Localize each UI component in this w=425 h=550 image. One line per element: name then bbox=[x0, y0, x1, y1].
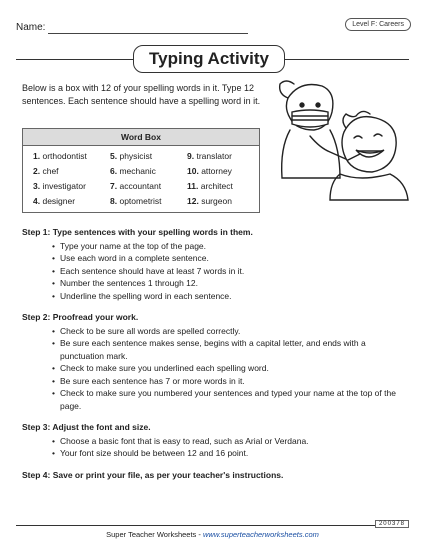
step-title: Step 3: Adjust the font and size. bbox=[22, 422, 151, 432]
word-text: architect bbox=[200, 181, 233, 191]
step-1 bbox=[22, 226, 412, 302]
dentist-illustration bbox=[270, 78, 410, 203]
word-box-grid bbox=[23, 146, 259, 212]
word-box-title: Word Box bbox=[23, 129, 259, 146]
word-box bbox=[22, 128, 260, 213]
word-box-item bbox=[33, 196, 110, 206]
word-number: 7. bbox=[110, 181, 118, 191]
word-number: 6. bbox=[110, 166, 118, 176]
step-item: • Check to be sure all words are spelled correctly. bbox=[60, 325, 412, 338]
word-text: mechanic bbox=[119, 166, 156, 176]
name-line[interactable] bbox=[48, 33, 248, 34]
level-badge: Level F: Careers bbox=[345, 18, 411, 31]
intro-text: Below is a box with 12 of your spelling words in it. Type 12 sentences. Each sentence should have a spelling word in it. bbox=[22, 83, 261, 106]
step-item: • Each sentence should have at least 7 words in it. bbox=[60, 265, 412, 278]
instructions bbox=[22, 226, 412, 490]
step-3 bbox=[22, 421, 412, 460]
footer-url[interactable]: www.superteacherworksheets.com bbox=[202, 530, 319, 539]
step-item: • Underline the spelling word in each sentence. bbox=[60, 290, 412, 303]
worksheet-code: 200378 bbox=[375, 520, 409, 528]
word-number: 2. bbox=[33, 166, 41, 176]
word-text: investigator bbox=[42, 181, 86, 191]
step-title: Step 1: Type sentences with your spelling words in them. bbox=[22, 227, 253, 237]
name-label: Name: bbox=[16, 22, 46, 33]
word-number: 5. bbox=[110, 151, 118, 161]
step-list bbox=[22, 435, 412, 460]
word-number: 11. bbox=[187, 181, 199, 191]
word-text: accountant bbox=[119, 181, 162, 191]
step-item: • Choose a basic font that is easy to read, such as Arial or Verdana. bbox=[60, 435, 412, 448]
word-box-item bbox=[110, 166, 187, 176]
word-box-item bbox=[187, 151, 269, 161]
step-2 bbox=[22, 311, 412, 412]
word-text: surgeon bbox=[201, 196, 232, 206]
step-title: Step 2: Proofread your work. bbox=[22, 312, 139, 322]
word-box-item bbox=[187, 181, 269, 191]
step-item: • Be sure each sentence makes sense, begins with a capital letter, and ends with a punctuation mark. bbox=[60, 337, 412, 362]
page-title: Typing Activity bbox=[133, 45, 285, 73]
step-list bbox=[22, 240, 412, 303]
word-text: designer bbox=[42, 196, 76, 206]
word-box-item bbox=[187, 166, 269, 176]
word-number: 9. bbox=[187, 151, 195, 161]
step-list bbox=[22, 325, 412, 413]
word-box-item bbox=[33, 166, 110, 176]
word-number: 4. bbox=[33, 196, 41, 206]
footer-divider bbox=[16, 525, 409, 526]
step-item: • Number the sentences 1 through 12. bbox=[60, 277, 412, 290]
word-text: attorney bbox=[201, 166, 232, 176]
word-box-item bbox=[33, 181, 110, 191]
word-box-item bbox=[110, 196, 187, 206]
word-number: 8. bbox=[110, 196, 118, 206]
step-item: • Use each word in a complete sentence. bbox=[60, 252, 412, 265]
step-item: • Check to make sure you numbered your sentences and typed your name at the top of the page. bbox=[60, 387, 412, 412]
word-box-item bbox=[110, 151, 187, 161]
word-box-item bbox=[110, 181, 187, 191]
word-text: translator bbox=[196, 151, 232, 161]
step-item: • Be sure each sentence has 7 or more words in it. bbox=[60, 375, 412, 388]
footer-brand: Super Teacher Worksheets - bbox=[106, 530, 203, 539]
word-box-item bbox=[33, 151, 110, 161]
word-number: 10. bbox=[187, 166, 199, 176]
word-text: physicist bbox=[119, 151, 153, 161]
word-number: 12. bbox=[187, 196, 199, 206]
word-text: chef bbox=[42, 166, 59, 176]
word-text: orthodontist bbox=[42, 151, 87, 161]
word-number: 3. bbox=[33, 181, 41, 191]
word-text: optometrist bbox=[119, 196, 162, 206]
step-item: • Your font size should be between 12 and 16 point. bbox=[60, 447, 412, 460]
footer bbox=[0, 530, 425, 539]
word-box-item bbox=[187, 196, 269, 206]
step-title: Step 4: Save or print your file, as per your teacher's instructions. bbox=[22, 469, 284, 480]
step-item: • Check to make sure you underlined each spelling word. bbox=[60, 362, 412, 375]
step-4 bbox=[22, 469, 412, 482]
step-item: • Type your name at the top of the page. bbox=[60, 240, 412, 253]
word-number: 1. bbox=[33, 151, 41, 161]
